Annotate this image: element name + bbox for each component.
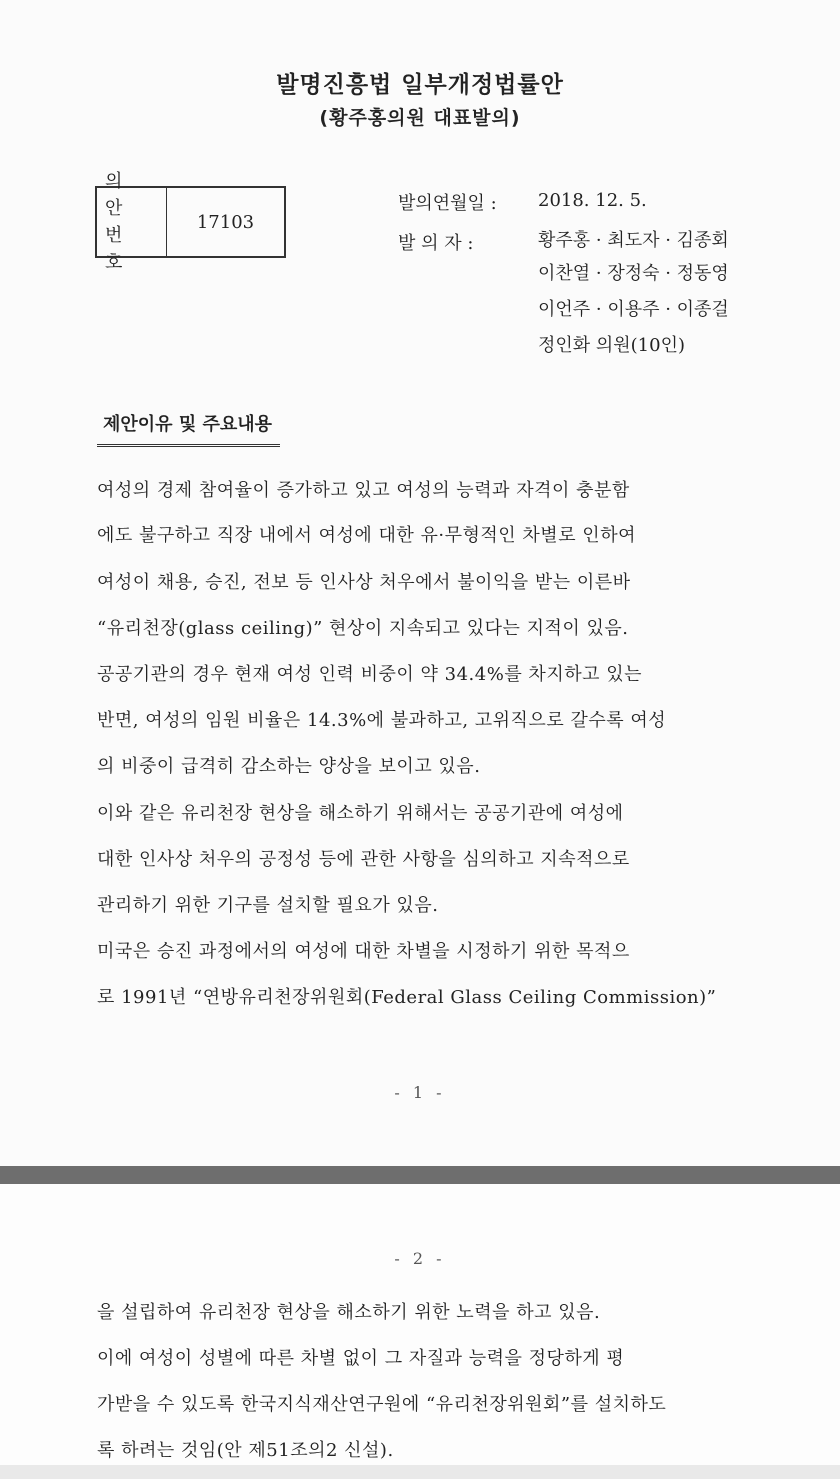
- body-line: 이에 여성이 성별에 따른 차별 없이 그 자질과 능력을 정당하게 평: [97, 1348, 625, 1369]
- body-line: 여성이 채용, 승진, 전보 등 인사상 처우에서 불이익을 받는 이른바: [97, 572, 631, 593]
- bill-number-label-line2: 번 호: [105, 225, 133, 273]
- body-line: 이와 같은 유리천장 현상을 해소하기 위해서는 공공기관에 여성에: [97, 803, 624, 824]
- body-line: 대한 인사상 처우의 공정성 등에 관한 사항을 심의하고 지속적으로: [97, 849, 630, 870]
- proposal-date-label: 발의연월일 :: [398, 193, 497, 214]
- body-line: 공공기관의 경우 현재 여성 인력 비중이 약 34.4%를 차지하고 있는: [97, 664, 642, 685]
- proposers-line: 이찬열 · 장정숙 · 정동영: [538, 263, 729, 284]
- page-number: - 2 -: [394, 1249, 446, 1268]
- body-line: “유리천장(glass ceiling)” 현상이 지속되고 있다는 지적이 있음.: [97, 618, 629, 639]
- bill-number-box: [95, 171, 286, 273]
- bill-subtitle: (황주홍의원 대표발의): [319, 107, 521, 129]
- body-line: 록 하려는 것임(안 제51조의2 신설).: [97, 1440, 394, 1461]
- body-line: 의 비중이 급격히 감소하는 양상을 보이고 있음.: [97, 756, 481, 777]
- document-page-2: [0, 1184, 840, 1465]
- body-line: 에도 불구하고 직장 내에서 여성에 대한 유·무형적인 차별로 인하여: [97, 525, 636, 546]
- page-number: - 1 -: [394, 1083, 446, 1102]
- proposal-date: 2018. 12. 5.: [538, 190, 647, 211]
- bill-number-label: [97, 171, 167, 273]
- proposers-line: 황주홍 · 최도자 · 김종회: [538, 230, 729, 251]
- bill-title: 발명진흥법 일부개정법률안: [276, 72, 564, 98]
- proposers-line: 정인화 의원(10인): [538, 335, 685, 356]
- body-line: 로 1991년 “연방유리천장위원회(Federal Glass Ceiling Commission)”: [97, 987, 717, 1008]
- body-line: 여성의 경제 참여율이 증가하고 있고 여성의 능력과 자격이 충분함: [97, 480, 630, 501]
- body-line: 미국은 승진 과정에서의 여성에 대한 차별을 시정하기 위한 목적으: [97, 941, 630, 962]
- section-heading: 제안이유 및 주요내용: [97, 410, 280, 447]
- body-line: 반면, 여성의 임원 비율은 14.3%에 불과하고, 고위직으로 갈수록 여성: [97, 710, 667, 731]
- body-line: 을 설립하여 유리천장 현상을 해소하기 위한 노력을 하고 있음.: [97, 1302, 601, 1323]
- body-line: 가받을 수 있도록 한국지식재산연구원에 “유리천장위원회”를 설치하도: [97, 1394, 667, 1415]
- proposers-line: 이언주 · 이용주 · 이종걸: [538, 299, 729, 320]
- body-line: 관리하기 위한 기구를 설치할 필요가 있음.: [97, 895, 439, 916]
- bill-number-value: 17103: [196, 211, 255, 233]
- page-divider: [0, 1166, 840, 1184]
- viewer-bottom-bar: [0, 1465, 840, 1479]
- bill-number-label-line1: 의 안: [105, 171, 133, 219]
- proposers-label: 발 의 자 :: [398, 233, 474, 254]
